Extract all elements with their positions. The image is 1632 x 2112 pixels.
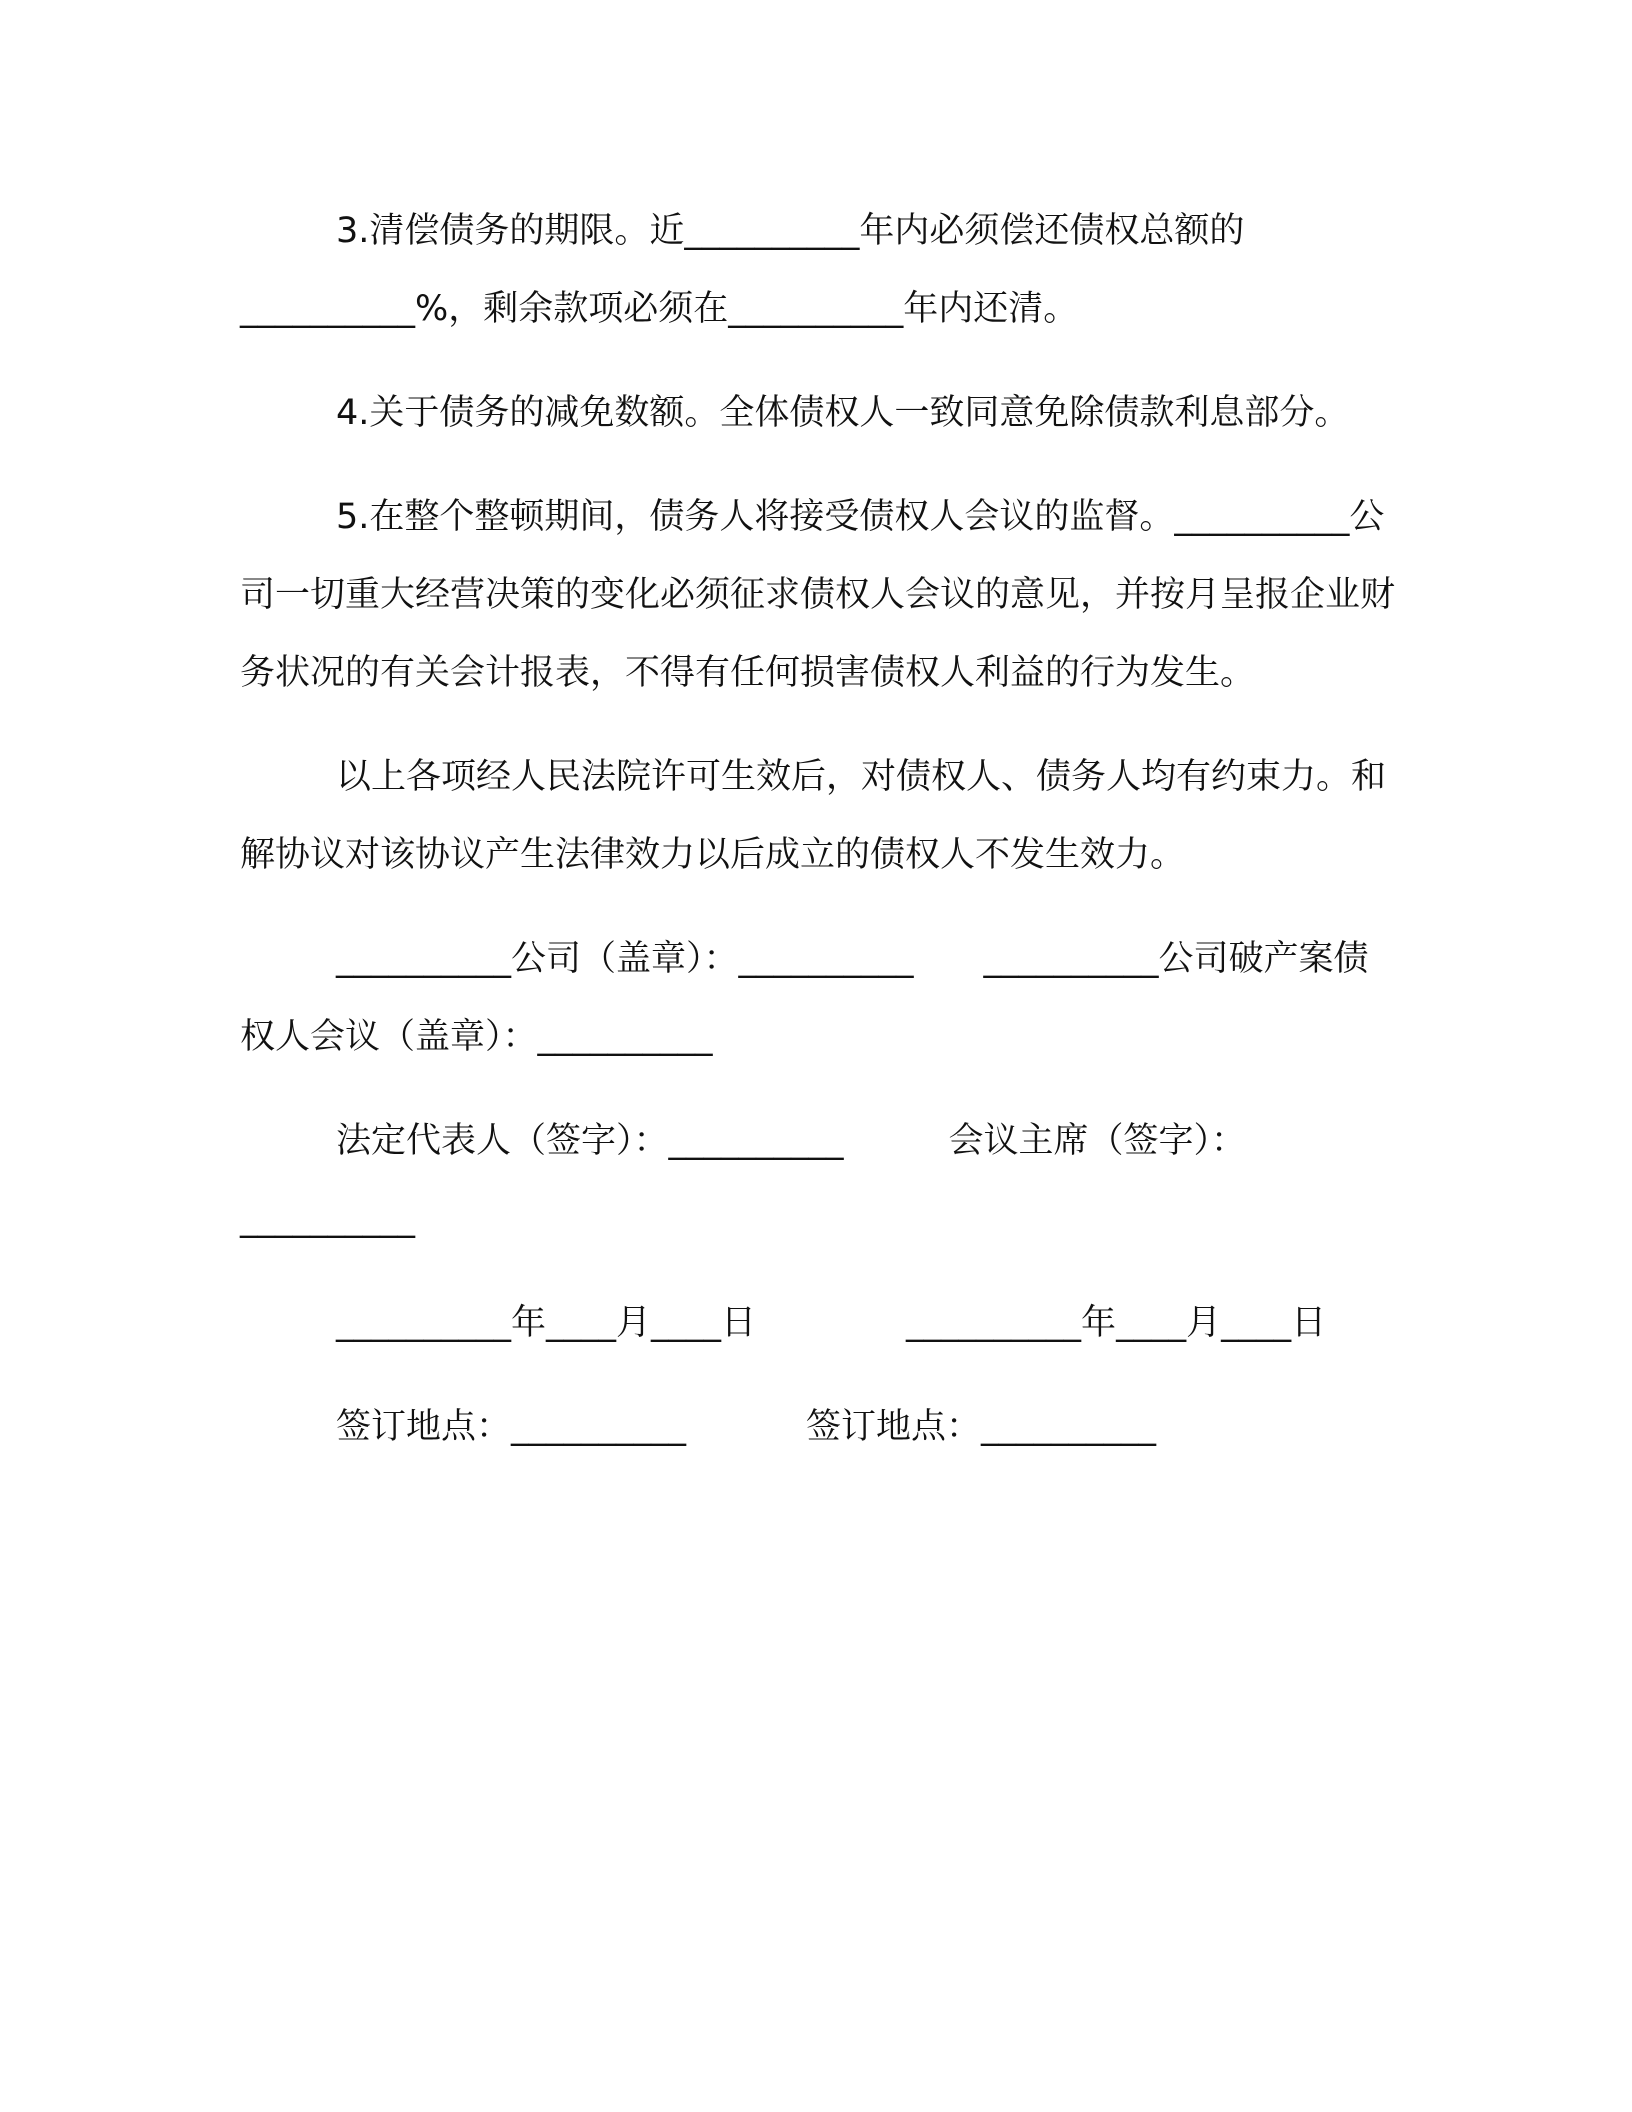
date-1-year-blank: __________: [336, 1303, 511, 1343]
clause-3-text-b: 年内必须偿还债权总额的: [859, 211, 1245, 251]
clause-5-blank-company: __________: [1174, 497, 1350, 537]
legal-representative-label: 法定代表人（签字）：: [336, 1121, 669, 1161]
clause-4: 4.关于债务的减免数额。全体债权人一致同意免除债款利息部分。: [336, 393, 1350, 433]
date-2-day-label: 日: [1291, 1303, 1327, 1343]
company-seal-label: 公司（盖章）：: [511, 939, 739, 979]
legal-representative-blank: __________: [668, 1121, 844, 1161]
document-page: [240, 192, 1400, 1492]
date-1-month-blank: ____: [546, 1303, 617, 1343]
date-2-day-blank: ____: [1221, 1303, 1292, 1343]
date-2-month-label: 月: [1186, 1303, 1222, 1343]
signing-place-2-blank: __________: [981, 1407, 1157, 1447]
clause-3-blank-percent: __________: [240, 289, 415, 329]
clause-3-blank-remaining-years: __________: [728, 289, 904, 329]
bankrupt-company-name-blank: __________: [983, 939, 1159, 979]
date-1-day-label: 日: [721, 1303, 757, 1343]
clause-3: [240, 192, 1400, 348]
signing-place-1-blank: __________: [511, 1407, 687, 1447]
meeting-chair-blank: __________: [240, 1199, 415, 1239]
creditors-meeting-seal-blank: __________: [537, 1017, 713, 1057]
date-2-year-label: 年: [1081, 1303, 1117, 1343]
signing-place-line: [240, 1388, 1400, 1466]
company-name-blank: __________: [336, 939, 511, 979]
company-seal-blank: __________: [738, 939, 914, 979]
clause-3-blank-years: __________: [684, 211, 860, 251]
seal-line: [240, 920, 1400, 1076]
clause-5-text-b: 公司一切重大经营决策的变化必须征求债权人会议的意见，并按月呈报企业财务状况的有关会计报表，不得有任何损害债权人利益的行为发生。: [240, 497, 1396, 693]
effect-statement: 以上各项经人民法院许可生效后，对债权人、债务人均有约束力。和解协议对该协议产生法律效力以后成立的债权人不发生效力。: [240, 757, 1387, 875]
date-1-year-label: 年: [511, 1303, 547, 1343]
clause-5-text-a: 5.在整个整顿期间，债务人将接受债权人会议的监督。: [336, 497, 1175, 537]
creditors-meeting-seal-label: 公司破产案债权人会议（盖章）：: [240, 939, 1369, 1057]
clause-3-text-c: %，剩余款项必须在: [415, 289, 729, 329]
clause-3-text-a: 3.清偿债务的期限。近: [336, 211, 685, 251]
signing-place-1-label: 签订地点：: [336, 1407, 512, 1447]
clause-3-text-d: 年内还清。: [903, 289, 1079, 329]
meeting-chair-label: 会议主席（签字）：: [948, 1121, 1247, 1161]
meeting-chair-blank-line: [240, 1180, 1400, 1258]
date-2-month-blank: ____: [1116, 1303, 1187, 1343]
clause-5: [240, 478, 1400, 712]
date-2-year-blank: __________: [906, 1303, 1082, 1343]
signature-line: [240, 1102, 1400, 1180]
signing-place-2-label: 签订地点：: [806, 1407, 982, 1447]
date-line: [240, 1284, 1400, 1362]
date-1-month-label: 月: [616, 1303, 652, 1343]
date-1-day-blank: ____: [651, 1303, 722, 1343]
